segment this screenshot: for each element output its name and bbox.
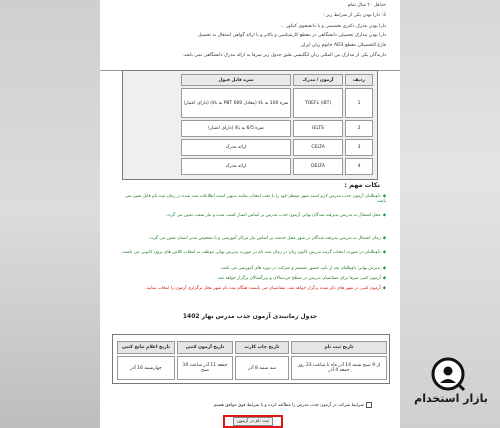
note-text: زمان اشتغال به تدریس پذیرفته شدگان در شهر محل خدمت بر اساس نیاز مراکز آموزشی و با تشخیص مدیر استان تعیین می گردد. [148,236,381,241]
table-cell-score: ارائه مدرک [181,139,291,156]
table-cell-score: نمره 6/5 به بالا (دارای اعتبار) [181,120,291,137]
diamond-bullet-icon: ◆ [382,194,386,199]
diamond-bullet-icon: ◆ [382,250,386,255]
notes-title: نکات مهم : [344,181,380,189]
table-cell-exam: IELTS [293,120,343,137]
note-text: داوطلبان آزمون جذب مدرس لازم است شهر منتظر خود را با دقت انتخاب نمایند بدیهی است اطلاعات ثبت شده در زمان ثبت نام قابل تغییر نمی باشد. [124,194,386,205]
note-text: آزمون کتبی در شهر های ذکر شده برگزار خواهد شد. متقاضیان می بایست هنگام ثبت نام شهر محل برگزاری آزمون را انتخاب نمایند. [145,286,381,291]
note-item [114,236,386,241]
submit-highlight [223,415,283,428]
condition-line: 2- دارا بودن یکی از شرایط زیر : [323,13,386,18]
schedule-header: تاریخ چاپ کارت [235,341,289,354]
note-item [114,194,386,205]
table-cell-exam: CELTA [293,139,343,156]
requirements-table [122,70,378,180]
table-cell-number: 1 [345,88,373,118]
note-item [114,250,386,255]
schedule-header: تاریخ آزمون کتبی [177,341,233,354]
diamond-bullet-icon: ◆ [382,286,386,291]
conditions-section [100,0,400,71]
diamond-bullet-icon: ◆ [382,266,386,271]
note-item [114,213,386,218]
note-item-warning [114,286,386,291]
note-text: محل اشتغال به تدریس پذیرفته شدگان نهایی آزمون جذب مدرس بر اساس امتیاز کسب شده و نیاز شعب تعیین می گردد. [165,213,381,218]
agree-checkbox[interactable] [366,402,372,408]
table-cell-exam: DELTA [293,158,343,175]
schedule-header: تاریخ اعلام نتایج کتبی [117,341,175,354]
note-item [114,276,386,281]
schedule-table [112,334,390,384]
note-item [114,266,386,271]
schedule-cell: جمعه 11 آذر ساعت 10 صبح [177,356,233,380]
background-left-panel [0,0,100,428]
schedule-cell: از 9 صبح شنبه 14 آذر ماه تا ساعت 23 روز جمعه 4 آذر [291,356,387,380]
diamond-bullet-icon: ◆ [382,213,386,218]
table-cell-score: نمره 100 به بالا (معادل 600 PBT به بالا) (دارای اعتبار) [181,88,291,118]
schedule-header: تاریخ ثبت نام [291,341,387,354]
table-cell-number: 2 [345,120,373,137]
header-row-number: ردیف [345,74,373,86]
diamond-bullet-icon: ◆ [382,276,386,281]
table-cell-number: 3 [345,139,373,156]
agreement-row[interactable] [214,402,372,408]
header-exam: آزمون / مدرک [293,74,343,86]
announcement-page [100,0,400,428]
note-text: آزمون کتبی صرفا برای متقاضیان تدریس در سطح خردسالان و بزرگسالان برگزار خواهد شد. [216,276,381,281]
logo-text: بازار استخدام [414,392,488,405]
schedule-cell: سه شنبه 8 آذر [235,356,289,380]
table-cell-exam: TOEFL (iBT) [293,88,343,118]
header-score: نمره قابل قبول [181,74,291,86]
condition-line: دارا بودن مدرک دکتری تخصصی و یا دانشجوی کنکور ... [280,24,386,29]
condition-line: دارا بودن مدارک تحصیلی دانشگاهی در مقطع کارشناسی و بالاتر و یا ارائه گواهی اشتغال به تحصیل [197,33,386,38]
schedule-cell: چهارشنبه 16 آذر [117,356,175,380]
agree-label: شرایط شرکت در آزمون جذب مدرس را مطالعه کرده و با شرایط فوق موافق هستم [213,402,364,408]
diamond-bullet-icon: ◆ [382,236,386,241]
condition-line: دارندگان یکی از مدارک بین المللی زبان انگلیسی طبق جدول زیر صرفا به ارائه مدرک دانشگاهی نمی باشد. [182,53,386,58]
note-text: پذیرش نهایی داوطلبان بعد از تایید حضور مستمر و شرکت در دوره های آموزشی می باشد. [219,266,381,271]
table-cell-number: 4 [345,158,373,175]
schedule-title: جدول زمانبندی آزمون جذب مدرس بهار 1402 [182,313,318,320]
table-cell-score: ارائه مدرک [181,158,291,175]
bazar-estekhdam-logo [402,356,498,422]
condition-line: حداقل ۲۰ سال تمام [347,3,386,8]
register-button[interactable]: ثبت نام در آزمون [233,417,273,426]
condition-line: فارغ التحصیلان مقطع AD3 خانوم زبان ایران [300,43,386,48]
note-text: داوطلبان در صورت انتخاب گزینه تدریس کانون زبان در زمان ثبت نام در صورت پذیرش نهایی موظف به انتخاب کلاس های برون کانونی می باشند. [121,250,381,255]
